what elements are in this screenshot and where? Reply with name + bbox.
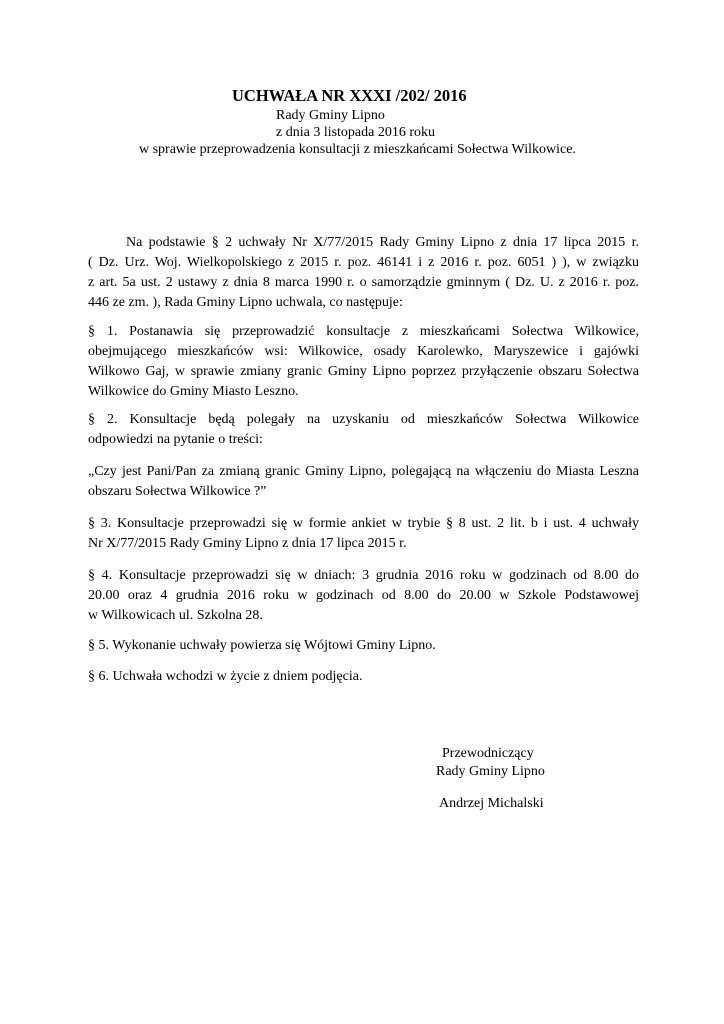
section-5	[88, 636, 639, 656]
resolution-title: UCHWAŁA NR XXXI /202/ 2016	[232, 86, 467, 105]
text-line: § 6. Uchwała wchodzi w życie z dniem podjęcia.	[88, 669, 363, 684]
text-line: Nr X/77/2015 Rady Gminy Lipno z dnia 17 lipca 2015 r.	[88, 536, 407, 551]
text-line: 20.00 oraz 4 grudnia 2016 roku w godzinach od 8.00 do 20.00 w Szkole Podstawowej	[88, 588, 639, 603]
section-1	[88, 322, 639, 402]
text-line: Wilkowo Gaj, w sprawie zmiany granic Gminy Lipno poprzez przyłączenie obszaru Sołectwa	[88, 364, 639, 379]
text-line: Wilkowice do Gminy Miasto Leszno.	[88, 384, 299, 399]
signatory-body: Rady Gminy Lipno	[436, 764, 545, 779]
section-2	[88, 410, 639, 450]
text-line: obszaru Sołectwa Wilkowice ?”	[88, 484, 267, 499]
text-line: § 1. Postanawia się przeprowadzić konsultacje z mieszkańcami Sołectwa Wilkowice,	[88, 324, 639, 339]
text-line: w Wilkowicach ul. Szkolna 28.	[88, 608, 263, 623]
resolution-date: z dnia 3 listopada 2016 roku	[276, 125, 436, 140]
text-line: Na podstawie § 2 uchwały Nr X/77/2015 Rady Gminy Lipno z dnia 17 lipca 2015 r.	[126, 235, 639, 250]
section-4	[88, 566, 639, 626]
section-6	[88, 667, 639, 687]
issuing-body: Rady Gminy Lipno	[276, 108, 385, 123]
text-line: odpowiedzi na pytanie o treści:	[88, 432, 263, 447]
legal-basis-paragraph	[88, 233, 639, 313]
text-line: „Czy jest Pani/Pan za zmianą granic Gminy Lipno, polegającą na włączeniu do Miasta Leszna	[88, 464, 639, 479]
consultation-question	[88, 462, 639, 502]
signatory-role: Przewodniczący	[442, 746, 534, 761]
signatory-name: Andrzej Michalski	[439, 796, 544, 811]
resolution-subject: w sprawie przeprowadzenia konsultacji z mieszkańcami Sołectwa Wilkowice.	[139, 142, 576, 157]
text-line: obejmującego mieszkańców wsi: Wilkowice, osady Karolewko, Maryszewice i gajówki	[88, 344, 639, 359]
text-line: ( Dz. Urz. Woj. Wielkopolskiego z 2015 r. poz. 46141 i z 2016 r. poz. 6051 ) ), w związku	[88, 255, 639, 270]
text-line: § 5. Wykonanie uchwały powierza się Wójtowi Gminy Lipno.	[88, 638, 436, 653]
text-line: § 3. Konsultacje przeprowadzi się w formie ankiet w trybie § 8 ust. 2 lit. b i ust. 4 uchwały	[88, 516, 639, 531]
text-line: § 2. Konsultacje będą polegały na uzyskaniu od mieszkańców Sołectwa Wilkowice	[88, 412, 639, 427]
section-3	[88, 514, 639, 554]
text-line: § 4. Konsultacje przeprowadzi się w dniach: 3 grudnia 2016 roku w godzinach od 8.00 do	[88, 568, 639, 583]
text-line: z art. 5a ust. 2 ustawy z dnia 8 marca 1990 r. o samorządzie gminnym ( Dz. U. z 2016 r. poz.	[88, 275, 639, 290]
text-line: 446 ze zm. ), Rada Gminy Lipno uchwala, co następuje:	[88, 295, 403, 310]
